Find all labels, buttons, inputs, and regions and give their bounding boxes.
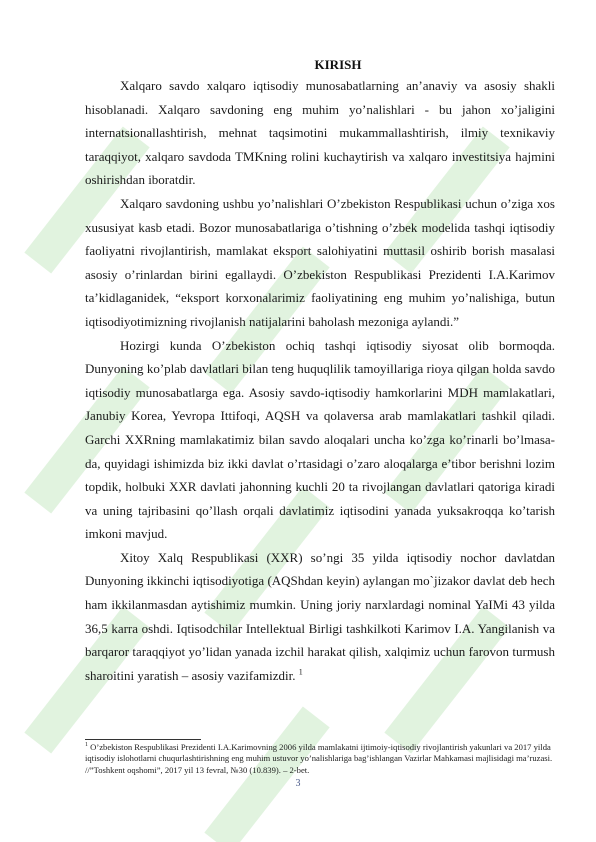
footnote-separator bbox=[85, 739, 201, 740]
paragraph-4 bbox=[85, 546, 555, 688]
document-body bbox=[85, 56, 555, 687]
footnote-text: O’zbekiston Respublikasi Prezidenti I.A.Karimovning 2006 yilda mamlakatni ijtimoiy-iqtisodiy rivojlantirish yakunlari va 2017 yilda iqtisodiy islohotlarni chuqurlashtirishning eng muhim ustuvor yo’nalishlariga bag’ishlangan Vazirlar Mahkamasi majlisidagi ma’ruzasi. //”Toshkent oqshomi”, 2017 yil 13 fevral, №30 (10.839). – 2-bet. bbox=[85, 742, 553, 775]
page-number: 3 bbox=[295, 778, 301, 789]
paragraph-2: Xalqaro savdoning ushbu yo’nalishlari O’zbekiston Respublikasi uchun o’ziga xos xususiyat kasb etadi. Bozor munosabatlariga o’tishning o’zbek modelida tashqi iqtisodiy faoliyatni rivojlantirish, mamlakat eksport salohiyatini muttasil oshirib borish masalasi asosiy o’rinlardan birini egallaydi. O’zbekiston Respublikasi Prezidenti I.A.Karimov ta’kidlaganidek, “eksport korxonalarimiz faoliyatining eng muhim yo’nalishiga, butun iqtisodiyotimizning rivojlanish natijalarini baholash mezoniga aylandi.” bbox=[85, 195, 555, 329]
paragraph-1: Xalqaro savdo xalqaro iqtisodiy munosabatlarning an’anaviy va asosiy shakli hisoblanadi. Xalqaro savdoning eng muhim yo’nalishlari - bu jahon xo’jaligini internatsionallashtirish, mehnat taqsimotini mukammallashtirish, ilmiy texnikaviy taraqqiyot, xalqaro savdoda TMKning rolini kuchaytirish va xalqaro investitsiya hajmini oshirishdan iboratdir. bbox=[85, 78, 555, 188]
footnote-reference[interactable]: 1 bbox=[298, 667, 303, 677]
footnote-marker: 1 bbox=[85, 742, 88, 749]
section-heading: KIRISH bbox=[314, 57, 362, 72]
paragraph-4-text: Xitoy Xalq Respublikasi (XXR) so’ngi 35 yilda iqtisodiy nochor davlatdan Dunyoning ikkinchi iqtisodiyotiga (AQShdan keyin) aylangan mo`jizakor davlat deb hech ham ikkilanmasdan aytishimiz mumkin. Uning joriy narxlardagi nominal YaIMi 43 yilda 36,5 karra oshdi. Iqtisodchilar Intellektual Birligi tashkilkoti Karimov I.A. Yangilanish va barqaror taraqqiyot yo’lidan yanada izchil harakat qilish, xalqimiz uchun farovon turmush sharoitini yaratish – asosiy vazifamizdir. bbox=[85, 549, 555, 683]
paragraph-3: Hozirgi kunda O’zbekiston ochiq tashqi iqtisodiy siyosat olib bormoqda. Dunyoning ko’plab davlatlari bilan teng huquqlilik tamoyillariga rioya qilgan holda savdo iqtisodiy munosabatlarga ega. Asosiy savdo-iqtisodiy hamkorlarini MDH mamlakatlari, Janubiy Korea, Yevropa Ittifoqi, AQSH va qolaversa arab mamlakatlari tashkil qiladi. Garchi XXRning mamlakatimiz bilan savdo aloqalari uncha ko’zga ko’rinarli bo’lmasa-da, quyidagi ishimizda biz ikki davlat o’rtasidagi o’zaro aloqalarga e’tibor berishni lozim topdik, holbuki XXR davlati jahonning kuchli 20 ta rivojlangan davlatlari qatoriga kiradi va uning tajribasini qo’llash orqali davlatimiz iqtisodini yanada yuksakroqqa ko’tarish imkoni mavjud. bbox=[85, 337, 555, 542]
footnote bbox=[85, 742, 555, 776]
